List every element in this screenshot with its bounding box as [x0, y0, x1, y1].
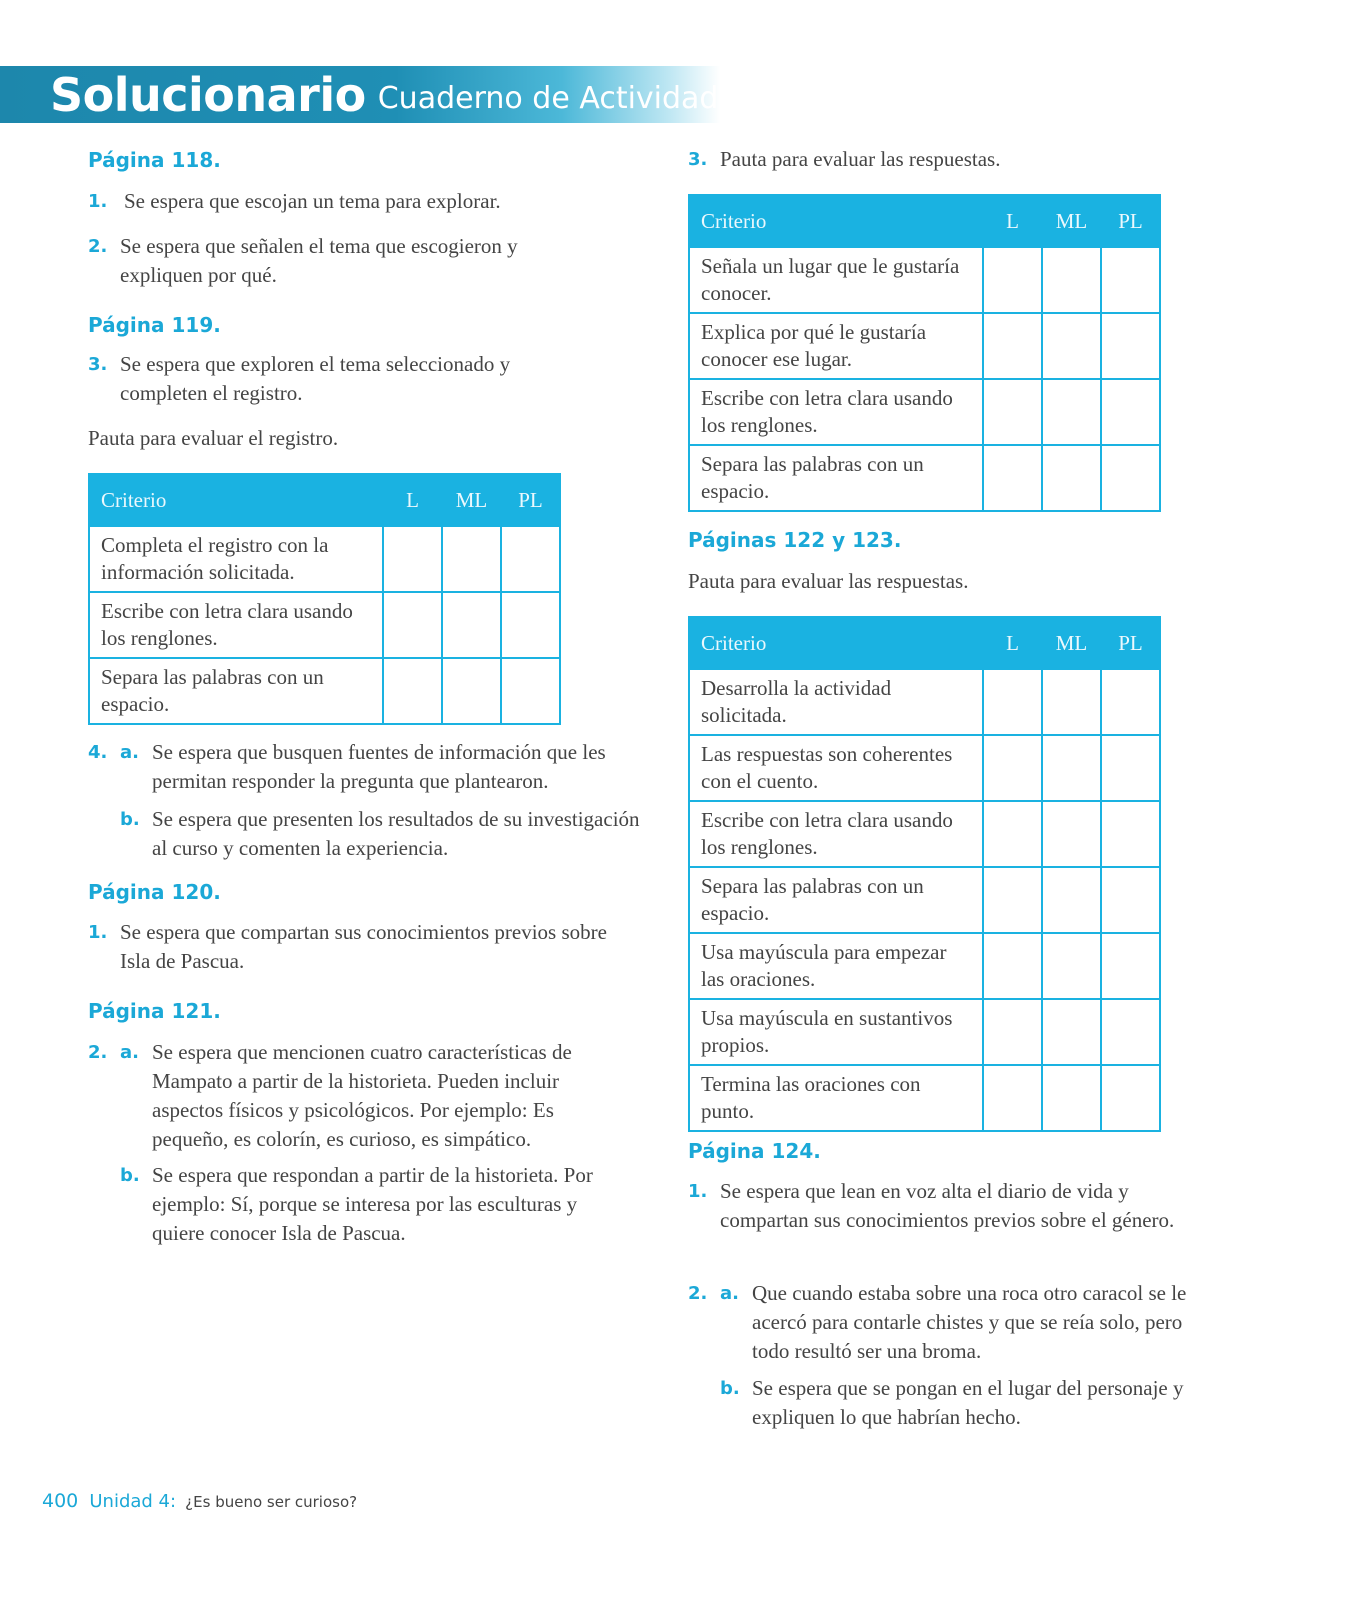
- table-row: [689, 379, 1160, 445]
- heading-pagina-120: Página 120.: [88, 880, 221, 904]
- table-row: [89, 658, 560, 724]
- heading-pagina-121: Página 121.: [88, 999, 221, 1023]
- item-number: 3.: [88, 354, 108, 375]
- score-cell: [1101, 999, 1160, 1065]
- list-item: [88, 350, 558, 408]
- col-header-pl: PL: [501, 474, 560, 526]
- title-main: Solucionario: [50, 67, 366, 122]
- item-text: Se espera que presenten los resultados de su investigación al curso y comenten la experiencia.: [152, 807, 640, 860]
- list-item: [88, 918, 618, 976]
- item-number: 2.: [88, 236, 108, 257]
- score-cell: [983, 867, 1042, 933]
- col-header-l: L: [983, 195, 1042, 247]
- score-cell: [1042, 735, 1101, 801]
- criterion-cell: Usa mayúscula en sustantivos propios.: [689, 999, 983, 1065]
- score-cell: [501, 526, 560, 592]
- item-number: 1.: [688, 1181, 708, 1202]
- list-item: [688, 145, 1168, 174]
- subitem-label: b.: [120, 1165, 140, 1186]
- criterion-cell: Explica por qué le gustaría conocer ese lugar.: [689, 313, 983, 379]
- col-header-l: L: [983, 617, 1042, 669]
- score-cell: [1042, 1065, 1101, 1131]
- score-cell: [1042, 379, 1101, 445]
- score-cell: [983, 247, 1042, 313]
- item-text: Se espera que lean en voz alta el diario de vida y compartan sus conocimientos previos sobre el género.: [720, 1179, 1175, 1232]
- list-item: [720, 1374, 1208, 1432]
- score-cell: [983, 669, 1042, 735]
- criterion-cell: Las respuestas son coherentes con el cuento.: [689, 735, 983, 801]
- score-cell: [501, 592, 560, 658]
- item-number: 1.: [88, 191, 108, 212]
- score-cell: [1042, 445, 1101, 511]
- score-cell: [1042, 247, 1101, 313]
- score-cell: [1101, 669, 1160, 735]
- table-row: [689, 933, 1160, 999]
- col-header-criterio: Criterio: [689, 617, 983, 669]
- item-number: 4.: [88, 742, 108, 763]
- table-row: [689, 247, 1160, 313]
- score-cell: [1042, 999, 1101, 1065]
- score-cell: [442, 658, 501, 724]
- score-cell: [983, 735, 1042, 801]
- title-subtitle: Cuaderno de Actividades: [377, 81, 753, 116]
- item-number: 3.: [688, 149, 708, 170]
- table-header-row: [689, 195, 1160, 247]
- list-item: [88, 232, 568, 290]
- criterion-cell: Termina las oraciones con punto.: [689, 1065, 983, 1131]
- table-row: [689, 669, 1160, 735]
- col-header-l: L: [383, 474, 442, 526]
- item-text: Que cuando estaba sobre una roca otro caracol se le acercó para contarle chistes y que se reía solo, pero todo resultó ser una broma.: [752, 1281, 1187, 1363]
- score-cell: [1101, 801, 1160, 867]
- score-cell: [1042, 669, 1101, 735]
- list-item: [120, 805, 648, 863]
- item-text: Se espera que busquen fuentes de información que les permitan responder la pregunta que plantearon.: [152, 740, 606, 793]
- table-row: [689, 735, 1160, 801]
- item-text: Se espera que respondan a partir de la historieta. Por ejemplo: Sí, porque se interesa por las esculturas y quiere conocer Isla de Pascua.: [152, 1163, 593, 1245]
- score-cell: [983, 445, 1042, 511]
- score-cell: [983, 379, 1042, 445]
- unit-title: ¿Es bueno ser curioso?: [185, 1493, 358, 1511]
- criterion-cell: Separa las palabras con un espacio.: [89, 658, 383, 724]
- col-header-ml: ML: [1042, 195, 1101, 247]
- table-row: [89, 592, 560, 658]
- item-text: Se espera que compartan sus conocimientos previos sobre Isla de Pascua.: [120, 920, 607, 973]
- col-header-ml: ML: [1042, 617, 1101, 669]
- table-row: [689, 867, 1160, 933]
- table-row: [689, 445, 1160, 511]
- unit-label: Unidad 4:: [89, 1491, 177, 1512]
- item-text: Se espera que exploren el tema seleccionado y completen el registro.: [120, 352, 511, 405]
- score-cell: [1042, 313, 1101, 379]
- score-cell: [501, 658, 560, 724]
- subitem-label: a.: [120, 1042, 139, 1063]
- list-item: [688, 1279, 1208, 1366]
- table-header-row: [689, 617, 1160, 669]
- page-number: 400: [42, 1490, 79, 1512]
- score-cell: [983, 999, 1042, 1065]
- score-cell: [442, 592, 501, 658]
- criterion-cell: Usa mayúscula para empezar las oraciones.: [689, 933, 983, 999]
- rubric-table: [688, 616, 1161, 1132]
- item-text: Pauta para evaluar las respuestas.: [720, 147, 1001, 171]
- criterion-cell: Completa el registro con la información solicitada.: [89, 526, 383, 592]
- score-cell: [983, 1065, 1042, 1131]
- table-header-row: [89, 474, 560, 526]
- heading-pagina-124: Página 124.: [688, 1139, 821, 1163]
- score-cell: [383, 658, 442, 724]
- table-row: [689, 801, 1160, 867]
- criterion-cell: Escribe con letra clara usando los renglones.: [89, 592, 383, 658]
- page-title: [50, 66, 753, 123]
- subitem-label: b.: [120, 809, 140, 830]
- rubric-table: [88, 473, 561, 725]
- criterion-cell: Escribe con letra clara usando los renglones.: [689, 801, 983, 867]
- table-row: [689, 313, 1160, 379]
- item-number: 2.: [688, 1283, 708, 1304]
- criterion-cell: Separa las palabras con un espacio.: [689, 445, 983, 511]
- rubric-intro: Pauta para evaluar las respuestas.: [688, 569, 969, 593]
- subitem-label: a.: [720, 1283, 739, 1304]
- criterion-cell: Escribe con letra clara usando los renglones.: [689, 379, 983, 445]
- score-cell: [983, 313, 1042, 379]
- list-item: [688, 1177, 1178, 1235]
- col-header-criterio: Criterio: [89, 474, 383, 526]
- heading-pagina-118: Página 118.: [88, 148, 221, 172]
- col-header-criterio: Criterio: [689, 195, 983, 247]
- score-cell: [1101, 379, 1160, 445]
- score-cell: [1042, 867, 1101, 933]
- score-cell: [383, 526, 442, 592]
- subitem-label: a.: [120, 742, 139, 763]
- item-text: Se espera que escojan un tema para explorar.: [124, 189, 501, 213]
- score-cell: [1101, 735, 1160, 801]
- table-row: [689, 999, 1160, 1065]
- score-cell: [1101, 933, 1160, 999]
- score-cell: [983, 801, 1042, 867]
- table-row: [89, 526, 560, 592]
- subitem-label: b.: [720, 1378, 740, 1399]
- criterion-cell: Desarrolla la actividad solicitada.: [689, 669, 983, 735]
- list-item: [88, 1038, 633, 1154]
- score-cell: [1101, 445, 1160, 511]
- rubric-intro: Pauta para evaluar el registro.: [88, 426, 339, 450]
- item-number: 2.: [88, 1042, 108, 1063]
- score-cell: [1042, 801, 1101, 867]
- heading-paginas-122-123: Páginas 122 y 123.: [688, 528, 902, 552]
- table-row: [689, 1065, 1160, 1131]
- score-cell: [983, 933, 1042, 999]
- score-cell: [383, 592, 442, 658]
- criterion-cell: Separa las palabras con un espacio.: [689, 867, 983, 933]
- list-item: [120, 1161, 633, 1248]
- score-cell: [442, 526, 501, 592]
- score-cell: [1042, 933, 1101, 999]
- score-cell: [1101, 313, 1160, 379]
- heading-pagina-119: Página 119.: [88, 313, 221, 337]
- col-header-pl: PL: [1101, 195, 1160, 247]
- item-text: Se espera que mencionen cuatro características de Mampato a partir de la historieta. Pueden incluir aspectos físicos y psicológicos. Por ejemplo: Es pequeño, es colorín, es curioso, es simpático.: [152, 1040, 572, 1151]
- page-footer: [42, 1490, 357, 1512]
- col-header-pl: PL: [1101, 617, 1160, 669]
- list-item: [88, 738, 648, 796]
- score-cell: [1101, 1065, 1160, 1131]
- item-text: Se espera que se pongan en el lugar del personaje y expliquen lo que habrían hecho.: [752, 1376, 1184, 1429]
- rubric-table: [688, 194, 1161, 512]
- score-cell: [1101, 247, 1160, 313]
- col-header-ml: ML: [442, 474, 501, 526]
- score-cell: [1101, 867, 1160, 933]
- item-text: Se espera que señalen el tema que escogieron y expliquen por qué.: [120, 234, 518, 287]
- list-item: [88, 187, 501, 216]
- criterion-cell: Señala un lugar que le gustaría conocer.: [689, 247, 983, 313]
- item-number: 1.: [88, 922, 108, 943]
